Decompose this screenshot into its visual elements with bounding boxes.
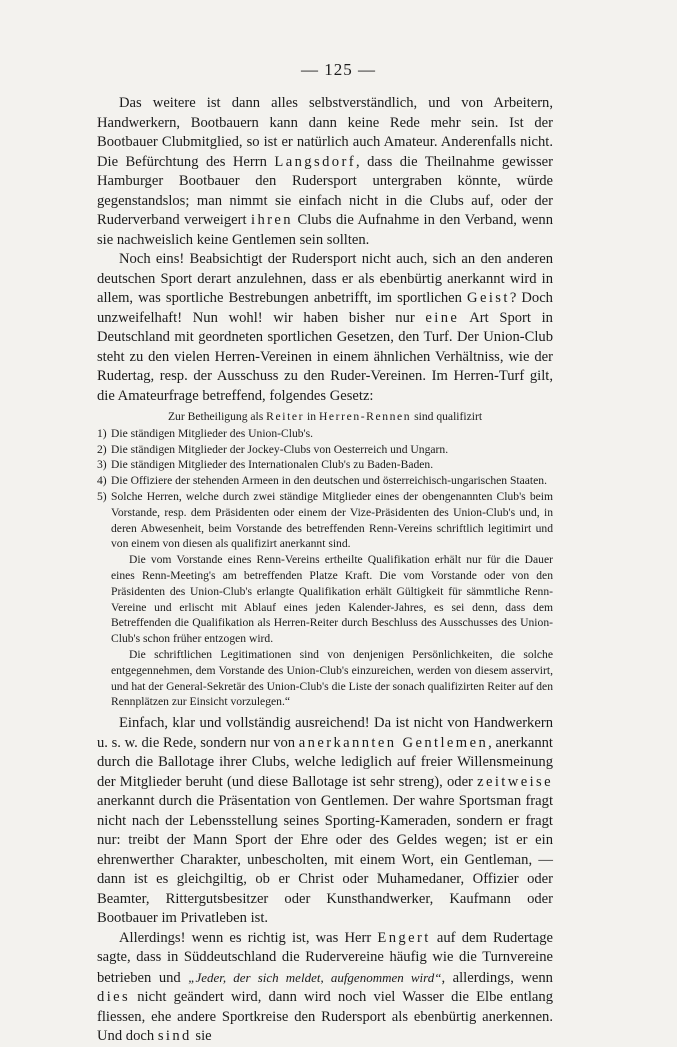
paragraph-4-text-d: nicht geändert wird, dann wird noch viel Wasser die Elbe entlang fliessen, ehe andere Sportkreise den Rudersport als ebenbürtig anerkennen. Und doch bbox=[97, 989, 553, 1045]
spaced-word-dies: dies bbox=[97, 989, 131, 1006]
spaced-word-geist: Geist bbox=[467, 290, 510, 306]
law-item-text: Solche Herren, welche durch zwei ständige Mitglieder eines der obengenannten Club's beim Vorstande, resp. dem Präsidenten oder einem der Vize-Präsidenten des Union-Club's und, in deren Abwesenheit, beim Vorstande des betreffenden Renn-Vereins schriftlich legitimirt und von einem von diesen als qualifizirt anerkannt sind. bbox=[111, 489, 553, 551]
law-item bbox=[97, 473, 553, 489]
paragraph-2-text-a: Noch eins! Beabsichtigt der Rudersport nicht auch, sich an den anderen deutschen Sport derart anzulehnen, dass er als ebenbürtig anerkannt wird in allem, was sportliche Bestrebungen anbetrifft, im sportlichen bbox=[97, 251, 553, 306]
law-item-text: Die ständigen Mitglieder der Jockey-Clubs von Oesterreich und Ungarn. bbox=[111, 442, 449, 456]
paragraph-4 bbox=[97, 929, 553, 1047]
law-intro-spaced-herren-rennen: Herren-Rennen bbox=[318, 410, 412, 423]
law-item-number: 3) bbox=[97, 458, 107, 472]
page-number: — 125 — bbox=[301, 60, 376, 79]
law-intro-text-c: sind qualifizirt bbox=[411, 410, 483, 423]
paragraph-3 bbox=[97, 714, 553, 929]
law-intro-text-b: in bbox=[304, 410, 319, 423]
law-item-text: Die Offiziere der stehenden Armeen in den deutschen und österreichisch-ungarischen Staaten. bbox=[111, 474, 547, 488]
law-item-number: 4) bbox=[97, 474, 107, 488]
paragraph-1-text-a: Das weitere ist dann alles selbstverständlich, und von Arbeitern, Handwerkern, Bootbauern kann dann keine Rede mehr sein. Ist der Bootbauer Clubmitglied, so ist er natürlich auch Amateur. Anderenfalls nicht. Die Befürchtung des Herrn bbox=[97, 95, 553, 170]
paragraph-4-text-a: Allerdings! wenn es richtig ist, was Herr bbox=[119, 929, 378, 946]
law-item-number: 2) bbox=[97, 442, 107, 456]
spaced-name-engert: Engert bbox=[377, 929, 431, 946]
paragraph-3-text-a: Einfach, klar und vollständig ausreichend! Da ist nicht von Handwerkern u. s. w. die Rede, sondern nur von bbox=[97, 715, 553, 751]
paragraph-4-text-e: sie bbox=[191, 1028, 212, 1045]
paragraph-2-text-c: Art Sport in Deutschland mit geordneten sportlichen Gesetzen, den Turf. Der Union-Club steht zu den vielen Herren-Vereinen in einem ähnlichen Verhältniss, wie der Rudertag, resp. der Ausschuss zu den Ruder-Vereinen. Im Herren-Turf gilt, die Amateurfrage betreffend, folgendes Gesetz: bbox=[97, 309, 553, 404]
law-paragraph-qualification: Die vom Vorstande eines Renn-Vereins ertheilte Qualifikation erhält nur für die Dauer eines Renn-Meeting's am betreffenden Platze Kraft. Die vom Vorstande oder von den Präsidenten des Union-Club's erlangte Qualifikation erhält Gültigkeit für sämmtliche Renn-Vereine und erlischt mit Ablauf eines jeden Kalender-Jahres, es sei denn, dass dem Betreffenden die Qualifikation als Herren-Reiter durch Beschluss des Ausschusses des Union-Club's schon früher entzogen wird. bbox=[111, 553, 553, 646]
law-intro-text-a: Zur Betheiligung als bbox=[167, 410, 267, 423]
law-intro bbox=[97, 409, 553, 425]
law-item bbox=[97, 426, 553, 442]
quoted-law-block bbox=[97, 409, 553, 710]
law-item bbox=[97, 442, 553, 458]
spaced-word-ihren: ihren bbox=[251, 212, 293, 228]
paragraph-2 bbox=[97, 250, 553, 406]
law-item bbox=[97, 457, 553, 473]
spaced-word-zeitweise: zeitweise bbox=[477, 773, 553, 790]
spaced-anerkannten-gentlemen: anerkannten Gentlemen bbox=[298, 734, 489, 751]
law-item bbox=[97, 489, 553, 552]
paragraph-2-text-b: ? Doch unzweifelhaft! Nun wohl! wir haben bisher nur bbox=[97, 290, 553, 326]
paragraph-1-text-b: , dass die Theilnahme gewisser Hamburger Bootbauer den Rudersport untergraben könnte, würde gegenstandslos; man nimmt sie einfach nicht in die Clubs auf, oder der Ruderverband verweigert bbox=[97, 153, 553, 228]
body-text bbox=[97, 94, 553, 1047]
spaced-name-langsdorf: Langsdorf bbox=[274, 153, 356, 170]
law-intro-spaced-reiter: Reiter bbox=[266, 410, 305, 423]
paragraph-4-text-c: , allerdings, wenn bbox=[441, 969, 553, 986]
paragraph-1-text-c: Clubs die Aufnahme in den Verband, wenn sie nachweislich keine Gentlemen sein sollten. bbox=[97, 212, 553, 248]
law-item-number: 5) bbox=[97, 489, 107, 503]
italic-quote: „Jeder, der sich meldet, aufgenommen wird“ bbox=[188, 969, 442, 985]
law-paragraph-legitimation: Die schriftlichen Legitimationen sind von denjenigen Persönlichkeiten, die solche entgegennehmen, dem Vorstande des Union-Club's einzureichen, werden von diesem asservirt, und hat der General-Sekretär des Union-Club's die Liste der sonach qualifizirten Reiter auf den Rennplätzen zur Einsicht vorzulegen.“ bbox=[111, 647, 553, 709]
law-item-text: Die ständigen Mitglieder des Union-Club's. bbox=[111, 426, 314, 440]
paragraph-1 bbox=[97, 94, 553, 250]
law-item-text: Die ständigen Mitglieder des Internationalen Club's zu Baden-Baden. bbox=[111, 458, 434, 472]
paragraph-4-text-b: auf dem Rudertage sagte, dass in Süddeutschland die Rudervereine häufig wie die Turnvereine betrieben und bbox=[97, 929, 553, 986]
spaced-word-eine: eine bbox=[425, 309, 460, 326]
paragraph-3-text-c: anerkannt durch die Präsentation von Gentlemen. Der wahre Sportsman fragt nicht nach der Lebensstellung seines Sporting-Kameraden, sondern er fragt nur: treibt der Mann Sport der Ehre oder des Geldes wegen; ist er ein ehrenwerther Charakter, unbescholten, mit einem Wort, ein Gentleman, — dann ist es gleichgiltig, ob er Christ oder Muhamedaner, Offizier oder Beamter, Rittergutsbesitzer oder Kunsthandwerker, Kaufmann oder Bootbauer im Privatleben ist. bbox=[97, 793, 553, 927]
law-item-number: 1) bbox=[97, 426, 107, 440]
spaced-word-sind: sind bbox=[157, 1028, 192, 1045]
paragraph-3-text-b: , anerkannt durch die Ballotage ihrer Clubs, welche lediglich auf freier Willensmeinung der Mitglieder beruht (und diese Ballotage ist sehr streng), oder bbox=[97, 734, 553, 790]
